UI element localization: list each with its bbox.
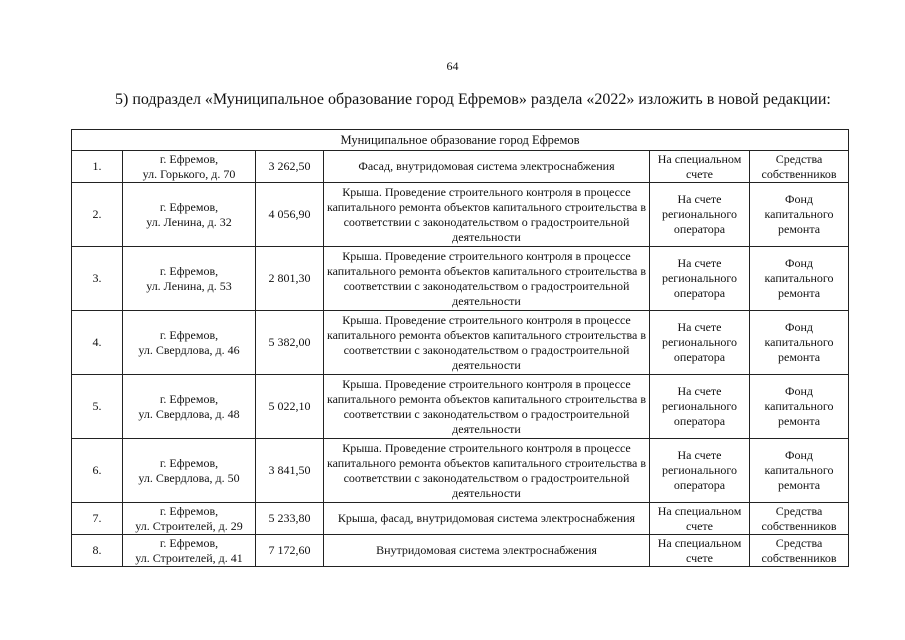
address-street: ул. Строителей, д. 29 (135, 518, 243, 533)
row-number: 5. (72, 375, 123, 439)
table-row (72, 247, 849, 311)
fund-cell: Фонд капитального ремонта (750, 311, 849, 375)
address-street: ул. Горького, д. 70 (142, 166, 236, 181)
area-cell: 5 233,80 (256, 503, 324, 535)
address-cell (123, 247, 256, 311)
address-city: г. Ефремов, (159, 391, 219, 406)
area-cell: 5 022,10 (256, 375, 324, 439)
address-cell (123, 375, 256, 439)
address-street: ул. Ленина, д. 53 (146, 278, 232, 293)
table-row (72, 439, 849, 503)
account-cell: На счете регионального оператора (650, 311, 750, 375)
address-street: ул. Свердлова, д. 46 (138, 342, 240, 357)
table-row (72, 151, 849, 183)
housing-table (71, 129, 849, 567)
address-cell (123, 183, 256, 247)
fund-cell: Средства собственников (750, 503, 849, 535)
area-cell: 2 801,30 (256, 247, 324, 311)
row-number: 8. (72, 535, 123, 567)
row-number: 3. (72, 247, 123, 311)
fund-cell: Фонд капитального ремонта (750, 439, 849, 503)
address-cell (123, 535, 256, 567)
account-cell: На счете регионального оператора (650, 375, 750, 439)
work-cell: Крыша. Проведение строительного контроля в процессе капитального ремонта объектов капитального строительства в соответствии с законодательством о градостроительной деятельности (324, 183, 650, 247)
work-cell: Крыша. Проведение строительного контроля в процессе капитального ремонта объектов капитального строительства в соответствии с законодательством о градостроительной деятельности (324, 247, 650, 311)
fund-cell: Фонд капитального ремонта (750, 183, 849, 247)
address-city: г. Ефремов, (159, 263, 219, 278)
address-street: ул. Строителей, д. 41 (135, 550, 243, 565)
area-cell: 4 056,90 (256, 183, 324, 247)
work-cell: Крыша. Проведение строительного контроля в процессе капитального ремонта объектов капитального строительства в соответствии с законодательством о градостроительной деятельности (324, 375, 650, 439)
row-number: 2. (72, 183, 123, 247)
account-cell: На счете регионального оператора (650, 183, 750, 247)
page-number: 64 (446, 59, 459, 73)
account-cell: На специальном счете (650, 535, 750, 567)
row-number: 1. (72, 151, 123, 183)
account-cell: На счете регионального оператора (650, 247, 750, 311)
table-row (72, 375, 849, 439)
work-cell: Крыша. Проведение строительного контроля в процессе капитального ремонта объектов капитального строительства в соответствии с законодательством о градостроительной деятельности (324, 439, 650, 503)
area-cell: 3 262,50 (256, 151, 324, 183)
address-city: г. Ефремов, (159, 503, 219, 518)
work-cell: Внутридомовая система электроснабжения (324, 535, 650, 567)
address-cell (123, 151, 256, 183)
fund-cell: Средства собственников (750, 535, 849, 567)
address-city: г. Ефремов, (159, 199, 219, 214)
account-cell: На специальном счете (650, 151, 750, 183)
address-street: ул. Ленина, д. 32 (146, 214, 232, 229)
table-row (72, 503, 849, 535)
area-cell: 3 841,50 (256, 439, 324, 503)
account-cell: На специальном счете (650, 503, 750, 535)
work-cell: Фасад, внутридомовая система электроснабжения (324, 151, 650, 183)
table-header: Муниципальное образование город Ефремов (72, 130, 849, 151)
table-row (72, 183, 849, 247)
intro-text: 5) подраздел «Муниципальное образование город Ефремов» раздела «2022» изложить в новой редакции: (115, 91, 831, 108)
address-city: г. Ефремов, (159, 455, 219, 470)
table-row (72, 311, 849, 375)
row-number: 7. (72, 503, 123, 535)
address-city: г. Ефремов, (159, 535, 219, 550)
area-cell: 5 382,00 (256, 311, 324, 375)
address-city: г. Ефремов, (159, 151, 219, 166)
fund-cell: Фонд капитального ремонта (750, 375, 849, 439)
address-street: ул. Свердлова, д. 48 (138, 406, 240, 421)
work-cell: Крыша. Проведение строительного контроля в процессе капитального ремонта объектов капитального строительства в соответствии с законодательством о градостроительной деятельности (324, 311, 650, 375)
address-cell (123, 503, 256, 535)
area-cell: 7 172,60 (256, 535, 324, 567)
table-row (72, 535, 849, 567)
table-header-row (72, 130, 849, 151)
account-cell: На счете регионального оператора (650, 439, 750, 503)
address-street: ул. Свердлова, д. 50 (138, 470, 240, 485)
fund-cell: Фонд капитального ремонта (750, 247, 849, 311)
row-number: 4. (72, 311, 123, 375)
address-city: г. Ефремов, (159, 327, 219, 342)
row-number: 6. (72, 439, 123, 503)
address-cell (123, 439, 256, 503)
address-cell (123, 311, 256, 375)
work-cell: Крыша, фасад, внутридомовая система электроснабжения (324, 503, 650, 535)
fund-cell: Средства собственников (750, 151, 849, 183)
